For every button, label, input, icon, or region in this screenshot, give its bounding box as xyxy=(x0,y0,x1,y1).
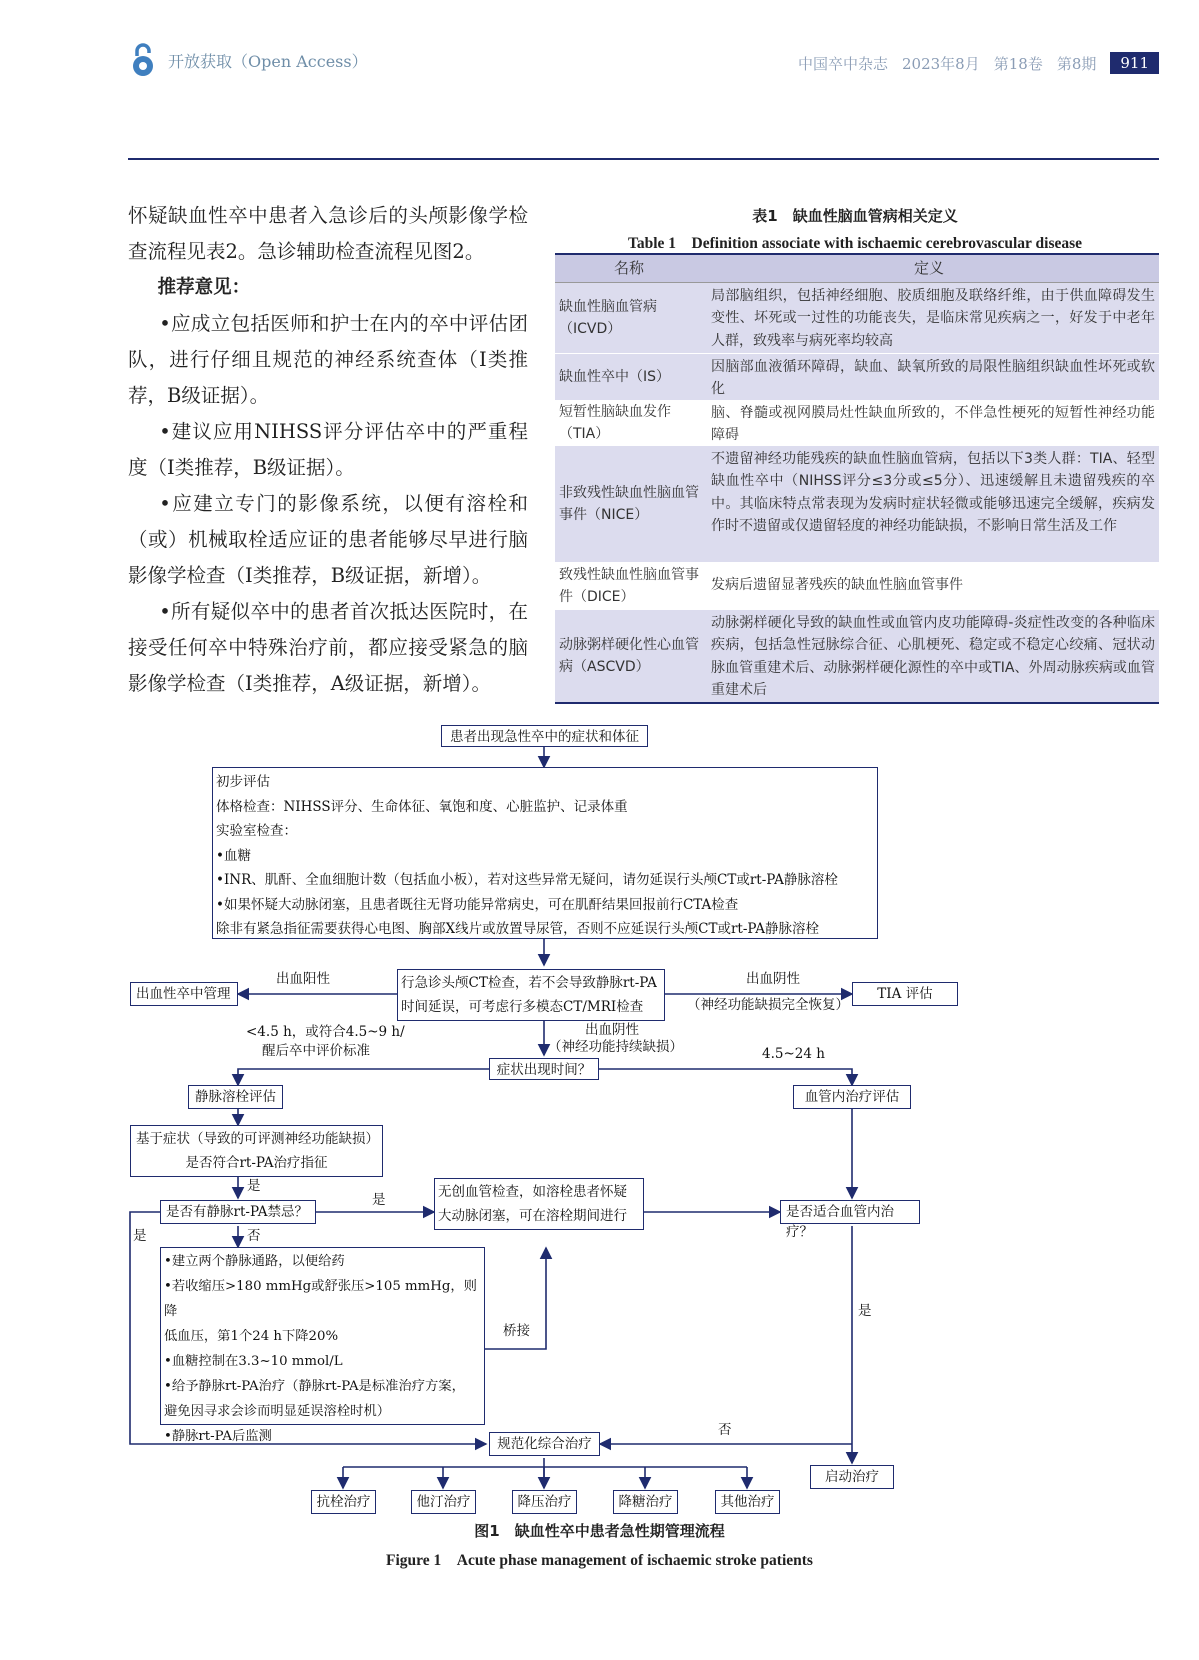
indication-line: 基于症状（导致的可评测神经功能缺损） xyxy=(136,1131,379,1147)
label-yes: 是 xyxy=(247,1178,261,1194)
treatment-line: 低血压，第1个24 h下降20% xyxy=(164,1329,339,1344)
label-bleed-negative-2: 出血阴性 xyxy=(585,1022,639,1038)
recommendation-item: •所有疑似卒中的患者首次抵达医院时，在接受任何卒中特殊治疗前，都应接受紧急的脑影像学检查（Ⅰ类推荐，A级证据，新增）。 xyxy=(128,600,528,695)
paragraph: 怀疑缺血性卒中患者入急诊后的头颅影像学检查流程见表2。急诊辅助检查流程见图2。 xyxy=(128,204,528,263)
label-time-condition-1: <4.5 h，或符合4.5~9 h/ xyxy=(246,1024,405,1040)
flow-outcome-antithrombotic: 抗栓治疗 xyxy=(311,1490,376,1514)
flow-hemorrhage-management: 出血性卒中管理 xyxy=(130,982,238,1006)
treatment-line: •建立两个静脉通路，以便给药 xyxy=(164,1254,345,1269)
indication-line: 是否符合rt-PA治疗指征 xyxy=(185,1155,328,1171)
treatment-line: •血糖控制在3.3~10 mmol/L xyxy=(164,1354,343,1369)
initial-line: 体格检查：NIHSS评分、生命体征、氧饱和度、心脏监护、记录体重 xyxy=(216,798,628,815)
flow-outcome-bp: 降压治疗 xyxy=(512,1490,577,1514)
column-header-name: 名称 xyxy=(613,259,644,278)
flow-onset-time: 症状出现时间？ xyxy=(489,1058,599,1080)
table-cell-name: 致残性缺血性脑血管事件（DICE） xyxy=(559,566,699,605)
treatment-line: •若收缩压>180 mmHg或舒张压>105 mmHg，则降 xyxy=(164,1279,477,1319)
flow-ct-exam xyxy=(397,969,665,1021)
label-no: 否 xyxy=(718,1422,732,1438)
label-bleed-positive: 出血阳性 xyxy=(276,971,330,987)
label-bleed-negative: 出血阴性 xyxy=(746,971,800,987)
journal-name: 中国卒中杂志 xyxy=(797,54,888,73)
label-time-condition-2: 醒后卒中评价标准 xyxy=(262,1043,370,1059)
flow-suitable-endo: 是否适合血管内治疗？ xyxy=(780,1200,920,1224)
initial-line: 初步评估 xyxy=(216,774,270,790)
label-yes: 是 xyxy=(372,1192,386,1208)
initial-line: •INR、肌酐、全血细胞计数（包括血小板），若对这些异常无疑问，请勿延误行头颅CT或rt-PA静脉溶栓 xyxy=(216,872,838,888)
initial-line: •血糖 xyxy=(216,847,251,864)
table-cell-definition: 因脑部血液循环障碍，缺血、缺氧所致的局限性脑组织缺血性坏死或软化 xyxy=(711,358,1155,397)
table-cell-definition: 局部脑组织，包括神经细胞、胶质细胞及联络纤维，由于供血障碍发生变性、坏死或一过性的功能丧失，是临床常见疾病之一，好发于中老年人群，致残率与病死率均较高 xyxy=(711,287,1155,349)
issue: 第8期 xyxy=(1056,54,1097,73)
flow-outcome-glucose: 降糖治疗 xyxy=(613,1490,678,1514)
flow-endo-eval: 血管内治疗评估 xyxy=(793,1085,911,1109)
treatment-line: 避免因寻求会诊而明显延误溶栓时机） xyxy=(164,1404,391,1419)
flow-outcome-other: 其他治疗 xyxy=(715,1490,780,1514)
table-cell-name: 缺血性脑血管病（ICVD） xyxy=(559,298,657,337)
table-cell-definition: 发病后遗留显著残疾的缺血性脑血管事件 xyxy=(711,577,963,594)
recommendation-item: •应成立包括医师和护士在内的卒中评估团队，进行仔细且规范的神经系统查体（Ⅰ类推荐，B级证据）。 xyxy=(128,312,528,407)
label-yes: 是 xyxy=(133,1228,147,1244)
flow-initial-assessment xyxy=(212,767,878,939)
open-access-label: 开放获取（Open Access） xyxy=(168,51,368,71)
label-yes: 是 xyxy=(858,1303,872,1319)
ct-line: 时间延误，可考虑行多模态CT/MRI检查 xyxy=(401,999,644,1015)
table-cell-definition: 不遗留神经功能残疾的缺血性脑血管病，包括以下3类人群：TIA、轻型缺血性卒中（NIHSS评分≤3分或≤5分）、迅速缓解且未遗留残疾的卒中。其临床特点常表现为发病时症状轻微或能够迅速完全缓解，疾病发作时不遗留或仅遗留轻度的神经功能缺损，不影响日常生活及工作 xyxy=(711,450,1155,534)
table-cell-definition: 脑、脊髓或视网膜局灶性缺血所致的，不伴急性梗死的短暂性神经功能障碍 xyxy=(711,404,1155,443)
issue-date: 2023年8月 xyxy=(902,54,980,73)
flow-standard-treatment: 规范化综合治疗 xyxy=(489,1432,600,1456)
initial-line: 除非有紧急指征需要获得心电图、胸部X线片或放置导尿管，否则不应延误行头颅CT或rt-PA静脉溶栓 xyxy=(216,921,819,937)
table-cell-name: 短暂性脑缺血发作（TIA） xyxy=(559,403,671,442)
label-range-4-24: 4.5~24 h xyxy=(762,1046,825,1062)
recommendation-heading: 推荐意见： xyxy=(157,277,251,298)
treatment-line: •静脉rt-PA后监测 xyxy=(164,1429,272,1444)
flow-outcome-statin: 他汀治疗 xyxy=(411,1490,476,1514)
flow-treatment xyxy=(160,1247,485,1444)
table-cell-definition: 动脉粥样硬化导致的缺血性或血管内皮功能障碍-炎症性改变的各种临床疾病，包括急性冠脉综合征、心肌梗死、稳定或不稳定心绞痛、冠状动脉血管重建术后、动脉粥样硬化源性的卒中或TIA、外周动脉疾病或血管重建术后 xyxy=(711,614,1155,698)
noninvasive-line: 大动脉闭塞，可在溶栓期间进行 xyxy=(438,1208,627,1224)
table-cell-name: 动脉粥样硬化性心血管病（ASCVD） xyxy=(559,636,699,675)
page-number: 911 xyxy=(1110,52,1159,74)
flow-start: 患者出现急性卒中的症状和体征 xyxy=(441,725,648,747)
figure-caption-en: Figure 1 Acute phase management of ischaemic stroke patients xyxy=(386,1552,813,1569)
initial-line: •如果怀疑大动脉闭塞，且患者既往无肾功能异常病史，可在肌酐结果回报前行CTA检查 xyxy=(216,896,739,913)
label-tia-recover: （神经功能缺损完全恢复） xyxy=(687,997,849,1013)
noninvasive-line: 无创血管检查，如溶栓患者怀疑 xyxy=(438,1184,627,1200)
volume: 第18卷 xyxy=(993,54,1043,73)
initial-line: 实验室检查： xyxy=(216,823,297,839)
label-bridge: 桥接 xyxy=(503,1323,530,1339)
flow-contraindication: 是否有静脉rt-PA禁忌？ xyxy=(160,1200,316,1224)
recommendation-item: •应建立专门的影像系统，以便有溶栓和（或）机械取栓适应证的患者能够尽早进行脑影像学检查（Ⅰ类推荐，B级证据，新增）。 xyxy=(128,492,528,587)
flow-indication xyxy=(130,1125,383,1177)
ct-line: 行急诊头颅CT检查，若不会导致静脉rt-PA xyxy=(401,975,657,991)
table-caption-en: Table 1 Definition associate with ischaemic cerebrovascular disease xyxy=(627,235,1083,252)
table-cell-name: 非致残性缺血性脑血管事件（NICE） xyxy=(559,484,699,523)
label-deficit-persist: （神经功能持续缺损） xyxy=(548,1039,683,1055)
recommendation-item: •建议应用NIHSS评分评估卒中的严重程度（Ⅰ类推荐，B级证据）。 xyxy=(128,420,528,479)
figure-caption-zh: 图1 缺血性卒中患者急性期管理流程 xyxy=(474,1522,725,1540)
column-header-definition: 定义 xyxy=(913,259,944,277)
flow-tia-eval: TIA 评估 xyxy=(852,982,958,1006)
treatment-line: •给予静脉rt-PA治疗（静脉rt-PA是标准治疗方案， xyxy=(164,1379,465,1394)
table-caption-zh: 表1 缺血性脑血管病相关定义 xyxy=(752,207,958,225)
label-no: 否 xyxy=(247,1228,261,1244)
table-cell-name: 缺血性卒中（IS） xyxy=(559,368,671,385)
flow-start-treatment: 启动治疗 xyxy=(810,1465,894,1489)
flow-noninvasive xyxy=(434,1178,644,1230)
flow-iv-eval: 静脉溶栓评估 xyxy=(188,1085,283,1109)
